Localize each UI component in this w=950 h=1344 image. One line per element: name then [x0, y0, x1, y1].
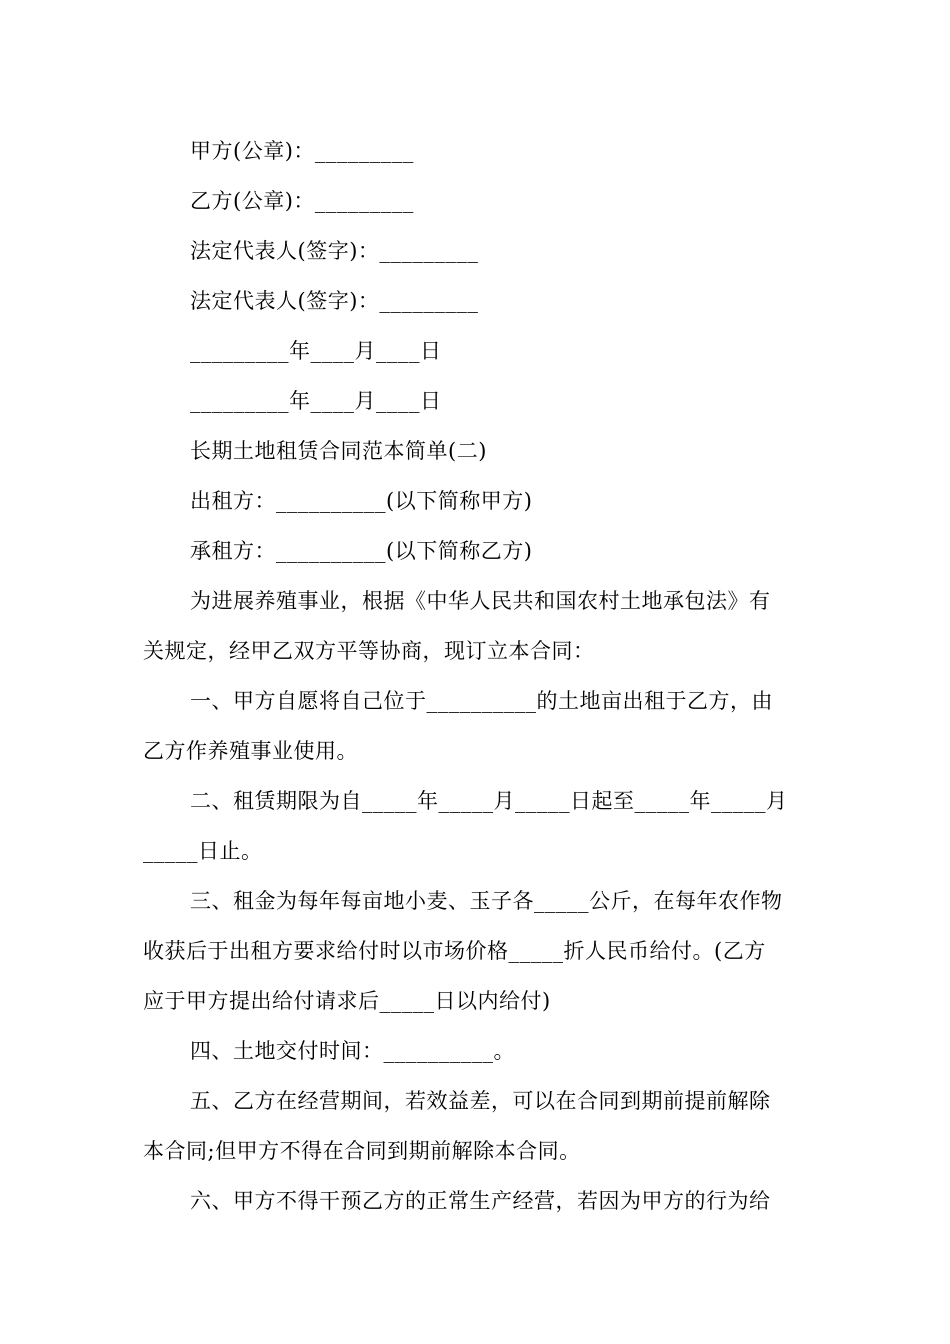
preamble-line-1: 为进展养殖事业，根据《中华人民共和国农村土地承包法》有	[190, 589, 771, 613]
preamble-line-2: 关规定，经甲乙双方平等协商，现订立本合同：	[143, 639, 595, 663]
legal-rep-signature-line-2: 法定代表人(签字)：_________	[190, 289, 479, 313]
clause-6-line-1: 六、甲方不得干预乙方的正常生产经营，若因为甲方的行为给	[190, 1189, 771, 1213]
clause-5-line-2: 本合同;但甲方不得在合同到期前解除本合同。	[143, 1139, 581, 1163]
clause-2-line-2: _____日止。	[143, 839, 263, 863]
party-b-seal-line: 乙方(公章)：_________	[190, 189, 414, 213]
date-line-1: _________年____月____日	[190, 339, 442, 363]
clause-1-line-2: 乙方作养殖事业使用。	[143, 739, 358, 763]
clause-4-line-1: 四、土地交付时间：__________。	[190, 1039, 515, 1063]
clause-1-line-1: 一、甲方自愿将自己位于__________的土地亩出租于乙方，由	[190, 689, 773, 713]
date-line-2: _________年____月____日	[190, 389, 442, 413]
clause-3-line-1: 三、租金为每年每亩地小麦、玉子各_____公斤，在每年农作物	[190, 889, 783, 913]
clause-5-line-1: 五、乙方在经营期间，若效益差，可以在合同到期前提前解除	[190, 1089, 771, 1113]
lessee-line: 承租方：__________(以下简称乙方)	[190, 539, 533, 563]
lessor-line: 出租方：__________(以下简称甲方)	[190, 489, 533, 513]
clause-2-line-1: 二、租赁期限为自_____年_____月_____日起至_____年_____月	[190, 789, 788, 813]
section-title: 长期土地租赁合同范本简单(二)	[190, 439, 487, 463]
clause-3-line-3: 应于甲方提出给付请求后_____日以内给付)	[143, 989, 551, 1013]
party-a-seal-line: 甲方(公章)：_________	[190, 139, 414, 163]
clause-3-line-2: 收获后于出租方要求给付时以市场价格_____折人民币给付。(乙方	[143, 939, 766, 963]
legal-rep-signature-line-1: 法定代表人(签字)：_________	[190, 239, 479, 263]
